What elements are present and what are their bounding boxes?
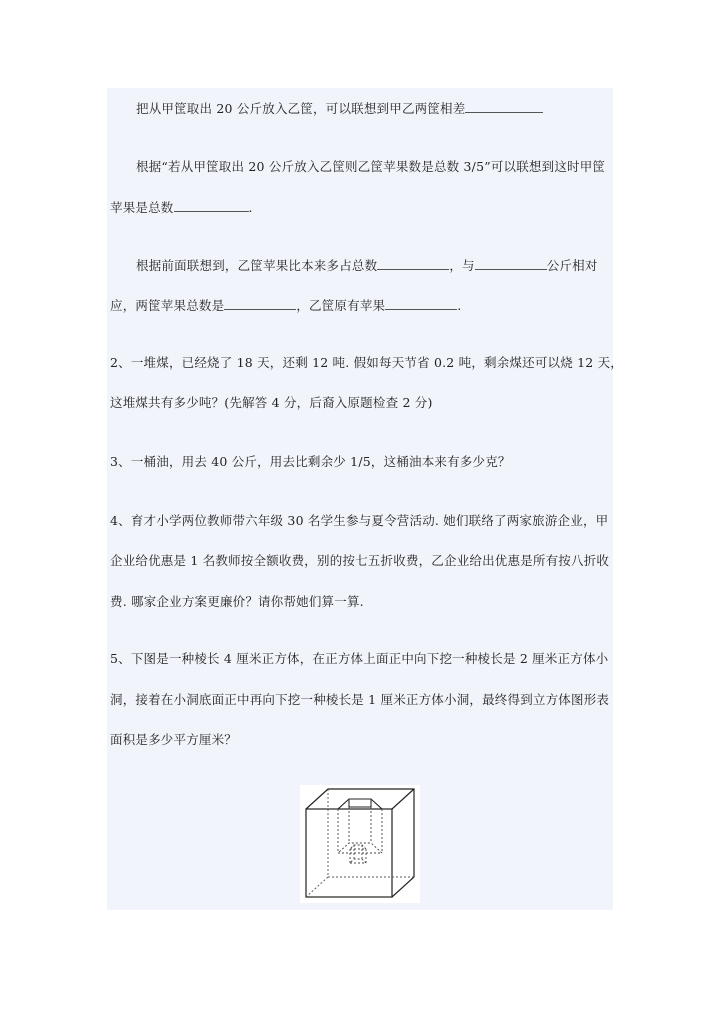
p2-line2-text: 苹果是总数	[110, 200, 174, 215]
question-5-line-3	[110, 732, 237, 748]
cube-top-right-edge	[392, 789, 414, 809]
paragraph-3-line-1	[136, 257, 598, 274]
paragraph-1	[136, 100, 543, 117]
cube-diagram	[300, 785, 420, 903]
question-5-line-1	[110, 651, 608, 667]
paragraph-2-line-1	[136, 159, 605, 175]
q5-line1-text: 5、下图是一种棱长 4 厘米正方体，在正方体上面正中向下挖一种棱长是 2 厘米正方体小	[110, 651, 609, 666]
cube-hidden-diagonal	[306, 877, 328, 897]
p2-line1-text: 根据“若从甲筐取出 20 公斤放入乙筐则乙筐苹果数是总数 3/5”可以联想到这时甲筐	[136, 159, 606, 174]
q2-line2-text: 这堆煤共有多少吨？(先解答 4 分，后裔入原题检查 2 分)	[110, 395, 433, 410]
answer-blank-kg[interactable]	[475, 257, 547, 270]
p3-line1-text-c: 公斤相对	[546, 258, 598, 273]
q4-line3-text: 费. 哪家企业方案更廉价？请你帮她们算一算.	[110, 594, 364, 609]
question-4-line-2	[110, 553, 609, 569]
q3-line1-text: 3、一桶油，用去 40 公斤，用去比剩余少 1/5，这桶油本来有多少克？	[110, 454, 511, 469]
answer-blank-original[interactable]	[385, 297, 457, 310]
q4-line1-text: 4、育才小学两位教师带六年级 30 名学生参与夏令营活动. 她们联络了两家旅游企业，甲	[110, 513, 609, 528]
p3-period: .	[457, 298, 462, 313]
question-2-line-2	[110, 395, 433, 411]
question-3-line-1	[110, 454, 511, 470]
question-5-line-2	[110, 692, 609, 708]
large-hole-bottom	[338, 843, 382, 853]
paragraph-2-line-2	[110, 199, 253, 216]
answer-blank-total[interactable]	[224, 297, 296, 310]
question-4-line-3	[110, 594, 364, 610]
answer-blank-fraction[interactable]	[174, 199, 249, 212]
p2-period: .	[248, 200, 253, 215]
p3-line1-text-a: 根据前面联想到，乙筐苹果比本来多占总数	[136, 258, 378, 273]
question-2-line-1	[110, 355, 623, 371]
p1-text: 把从甲筐取出 20 公斤放入乙筐，可以联想到甲乙两筐相差	[136, 101, 466, 116]
p3-line1-text-b: ，与	[449, 258, 475, 273]
q2-line1-text: 2、一堆煤，已经烧了 18 天，还剩 12 吨. 假如每天节省 0.2 吨，剩余煤还可以烧 12 天，	[110, 355, 623, 370]
cube-with-holes-figure	[300, 785, 420, 903]
small-hole-opening	[350, 845, 366, 849]
large-hole-back-rim	[349, 799, 371, 807]
question-4-line-1	[110, 513, 608, 529]
q5-line3-text: 面积是多少平方厘米？	[110, 732, 238, 747]
q4-line2-text: 企业给优惠是 1 名教师按全额收费，别的按七五折收费，乙企业给出优惠是所有按八折收	[110, 553, 610, 568]
answer-blank-share[interactable]	[377, 257, 449, 270]
p3-line2-text-a: 应，两筐苹果总数是	[110, 298, 225, 313]
p3-line2-text-b: ，乙筐原有苹果	[296, 298, 386, 313]
paragraph-3-line-2	[110, 297, 461, 314]
small-hole-bottom	[350, 859, 366, 863]
q5-line2-text: 洞，接着在小洞底面正中再向下挖一种棱长是 1 厘米正方体小洞，最终得到立方体图形表	[110, 692, 610, 707]
answer-blank-difference[interactable]	[465, 100, 543, 113]
